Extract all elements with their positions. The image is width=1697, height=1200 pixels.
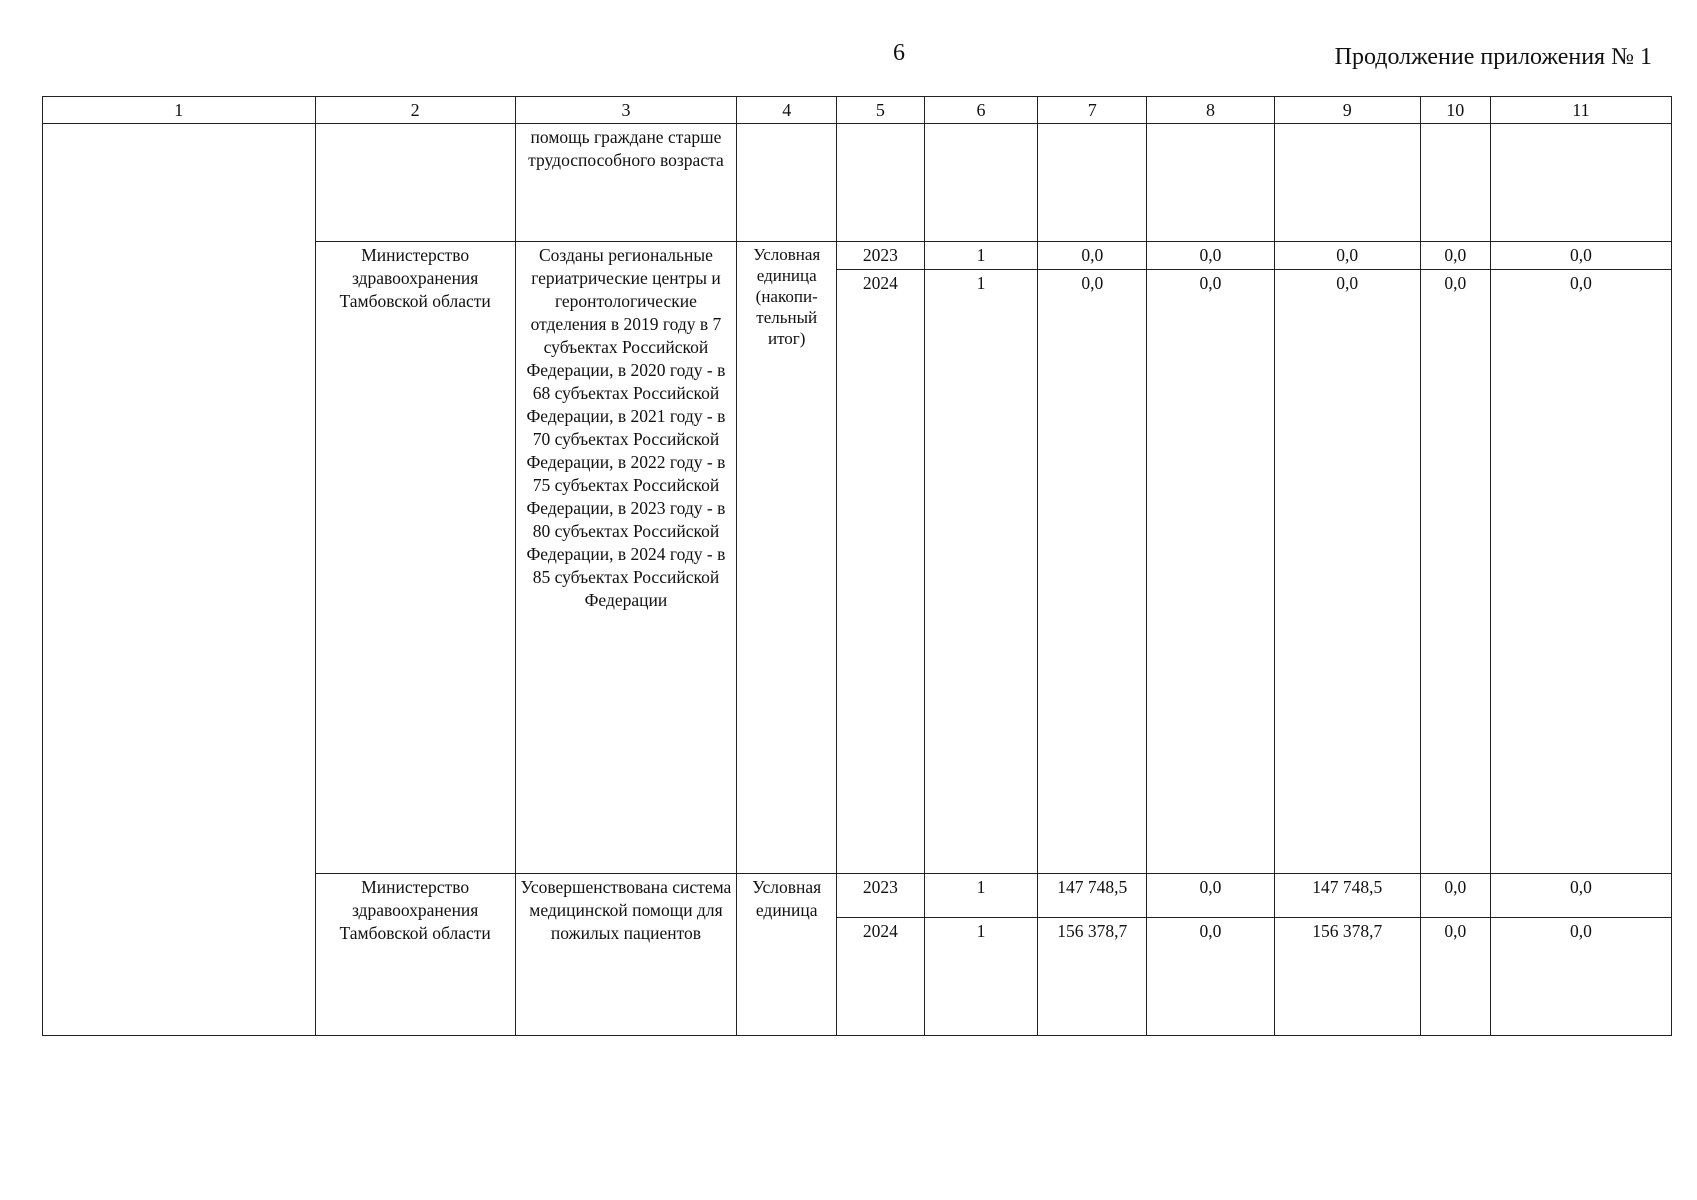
value-cell: 0,0 xyxy=(1274,242,1420,270)
page-header: Продолжение приложения № 1 xyxy=(1334,44,1652,70)
value-cell: 0,0 xyxy=(1147,918,1275,1036)
year-cell: 2023 xyxy=(837,874,924,918)
value-cell: 0,0 xyxy=(1420,874,1490,918)
column-number: 10 xyxy=(1420,97,1490,124)
indicator-cell: помощь граждане старше трудоспособного возраста xyxy=(515,124,736,242)
value-cell: 0,0 xyxy=(1490,874,1671,918)
cell-empty xyxy=(1490,124,1671,242)
column-number: 8 xyxy=(1147,97,1275,124)
column-number: 7 xyxy=(1038,97,1147,124)
value-cell: 0,0 xyxy=(1038,242,1147,270)
cell-empty xyxy=(1274,124,1420,242)
value-cell: 0,0 xyxy=(1274,270,1420,874)
column-number-row xyxy=(43,97,1672,124)
value-cell: 1 xyxy=(924,242,1038,270)
column-number: 11 xyxy=(1490,97,1671,124)
value-cell: 0,0 xyxy=(1490,270,1671,874)
indicator-cell: Созданы региональные гериатрические центры и геронтологические отделения в 2019 году в 7 субъектах Российской Федерации, в 2020 году - в 68 субъектах Российской Федерации, в 2021 году - в 70 субъектах Российской Федерации, в 2022 году - в 75 субъектах Российской Федерации, в 2023 году - в 80 субъектах Российской Федерации, в 2024 году - в 85 субъектах Российской Федерации xyxy=(515,242,736,874)
year-cell: 2024 xyxy=(837,918,924,1036)
column-number: 5 xyxy=(837,97,924,124)
value-cell: 0,0 xyxy=(1490,242,1671,270)
cell-empty xyxy=(315,124,515,242)
unit-cell: Условная единица xyxy=(737,874,837,1036)
data-table xyxy=(42,96,1672,1036)
column-number: 4 xyxy=(737,97,837,124)
ministry-cell: Министерство здравоохранения Тамбовской области xyxy=(315,874,515,1036)
page-number: 6 xyxy=(893,40,905,66)
cell-empty xyxy=(737,124,837,242)
column-number: 1 xyxy=(43,97,316,124)
value-cell: 147 748,5 xyxy=(1038,874,1147,918)
cell-empty-col1 xyxy=(43,124,316,1036)
value-cell: 0,0 xyxy=(1147,242,1275,270)
cell-empty xyxy=(1420,124,1490,242)
cell-empty xyxy=(924,124,1038,242)
value-cell: 0,0 xyxy=(1038,270,1147,874)
value-cell: 0,0 xyxy=(1147,270,1275,874)
table-row xyxy=(43,124,1672,242)
column-number: 6 xyxy=(924,97,1038,124)
year-cell: 2023 xyxy=(837,242,924,270)
value-cell: 0,0 xyxy=(1490,918,1671,1036)
value-cell: 147 748,5 xyxy=(1274,874,1420,918)
value-cell: 0,0 xyxy=(1420,242,1490,270)
column-number: 3 xyxy=(515,97,736,124)
column-number: 9 xyxy=(1274,97,1420,124)
value-cell: 1 xyxy=(924,918,1038,1036)
ministry-cell: Министерство здравоохранения Тамбовской области xyxy=(315,242,515,874)
value-cell: 1 xyxy=(924,270,1038,874)
cell-empty xyxy=(837,124,924,242)
value-cell: 0,0 xyxy=(1420,918,1490,1036)
value-cell: 156 378,7 xyxy=(1038,918,1147,1036)
value-cell: 1 xyxy=(924,874,1038,918)
column-number: 2 xyxy=(315,97,515,124)
unit-cell: Условная единица (накопи- тельный итог) xyxy=(737,242,837,874)
year-cell: 2024 xyxy=(837,270,924,874)
value-cell: 156 378,7 xyxy=(1274,918,1420,1036)
value-cell: 0,0 xyxy=(1420,270,1490,874)
cell-empty xyxy=(1038,124,1147,242)
cell-empty xyxy=(1147,124,1275,242)
value-cell: 0,0 xyxy=(1147,874,1275,918)
indicator-cell: Усовершенствована система медицинской помощи для пожилых пациентов xyxy=(515,874,736,1036)
